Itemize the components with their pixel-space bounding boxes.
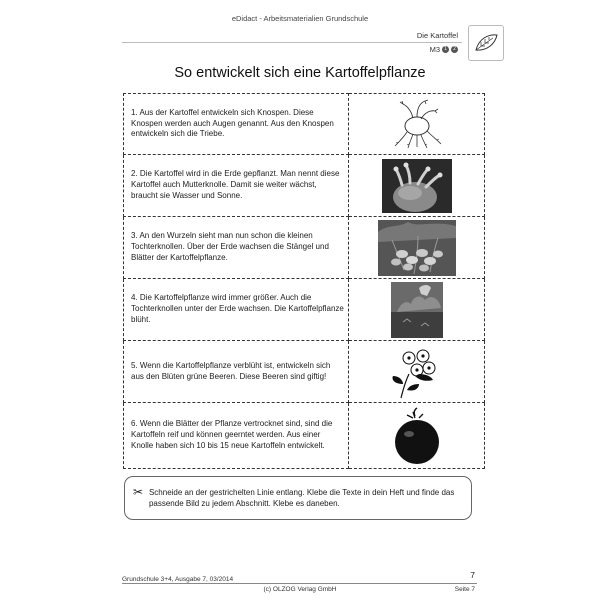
footer-publication: Grundschule 3+4, Ausgabe 7, 03/2014 [122, 576, 234, 583]
row-text-4: 4. Die Kartoffelpflanze wird immer größer. Auch die Tochterknollen unter der Erde wachsen. Die Kartoffelpflanze blüht. [131, 293, 344, 324]
leaf-logo [468, 25, 504, 61]
row-text-1: 1. Aus der Kartoffel entwickeln sich Knospen. Diese Knospen werden auch Augen genannt. Aus den Knospen entwickeln sich die Triebe. [131, 107, 334, 139]
young-potatoes-roots-photo [349, 217, 485, 279]
table-row [124, 279, 485, 341]
row-text-6: 6. Wenn die Blätter der Pflanze vertrocknet sind, sind die Kartoffeln reif und können geerntet werden. Aus einer Knolle haben sich 10 bis 15 neue Kartoffeln entwickelt. [131, 419, 333, 450]
potato-berry-drawing [349, 403, 485, 469]
material-code [430, 45, 458, 54]
table-row [124, 217, 485, 279]
table-row [124, 341, 485, 403]
row-text-5: 5. Wenn die Kartoffelpflanze verblüht ist, entwickeln sich aus den Blüten grüne Beeren. Diese Beeren sind giftig! [131, 360, 331, 381]
header-divider [122, 42, 462, 43]
footer-copyright: (c) OLZOG Verlag GmbH [263, 586, 337, 593]
cut-out-table [123, 93, 485, 469]
code-label: M3 [429, 45, 440, 54]
topic-label: Die Kartoffel [416, 31, 458, 40]
footer-divider [122, 583, 477, 584]
row-text-2: 2. Die Kartoffel wird in die Erde gepflanzt. Man nennt diese Kartoffel auch Mutterknolle. Damit sie weiter wächst, braucht sie Wasser und Sonne. [131, 169, 340, 200]
table-row [124, 94, 485, 155]
potato-flower-drawing [349, 341, 485, 403]
page-number: 7 [470, 570, 475, 580]
footer-page-label: Seite 7 [454, 586, 475, 593]
potato-with-sprouts-photo [349, 155, 485, 217]
leaf-icon [473, 32, 499, 54]
difficulty-dot-1: 1 [442, 46, 449, 53]
page-title: So entwickelt sich eine Kartoffelpflanze [174, 65, 426, 81]
table-row [124, 155, 485, 217]
header-top-line: eDidact - Arbeitsmaterialien Grundschule [231, 14, 369, 23]
difficulty-dot-2: 2 [451, 46, 458, 53]
row-text-3: 3. An den Wurzeln sieht man nun schon die kleinen Tochterknollen. Über der Erde wachsen die Stängel und Blätter der Kartoffelpflanze. [131, 231, 329, 262]
instruction-box [124, 476, 472, 520]
scissors-icon: ✂ [132, 485, 143, 499]
sprouting-potato-drawing [349, 94, 485, 155]
instruction-text: Schneide an der gestrichelten Linie entlang. Klebe die Texte in dein Heft und finde das passende Bild zu jedem Abschnitt. Klebe es daneben. [148, 488, 455, 508]
table-row [124, 403, 485, 469]
potato-plant-field-photo [349, 279, 485, 341]
